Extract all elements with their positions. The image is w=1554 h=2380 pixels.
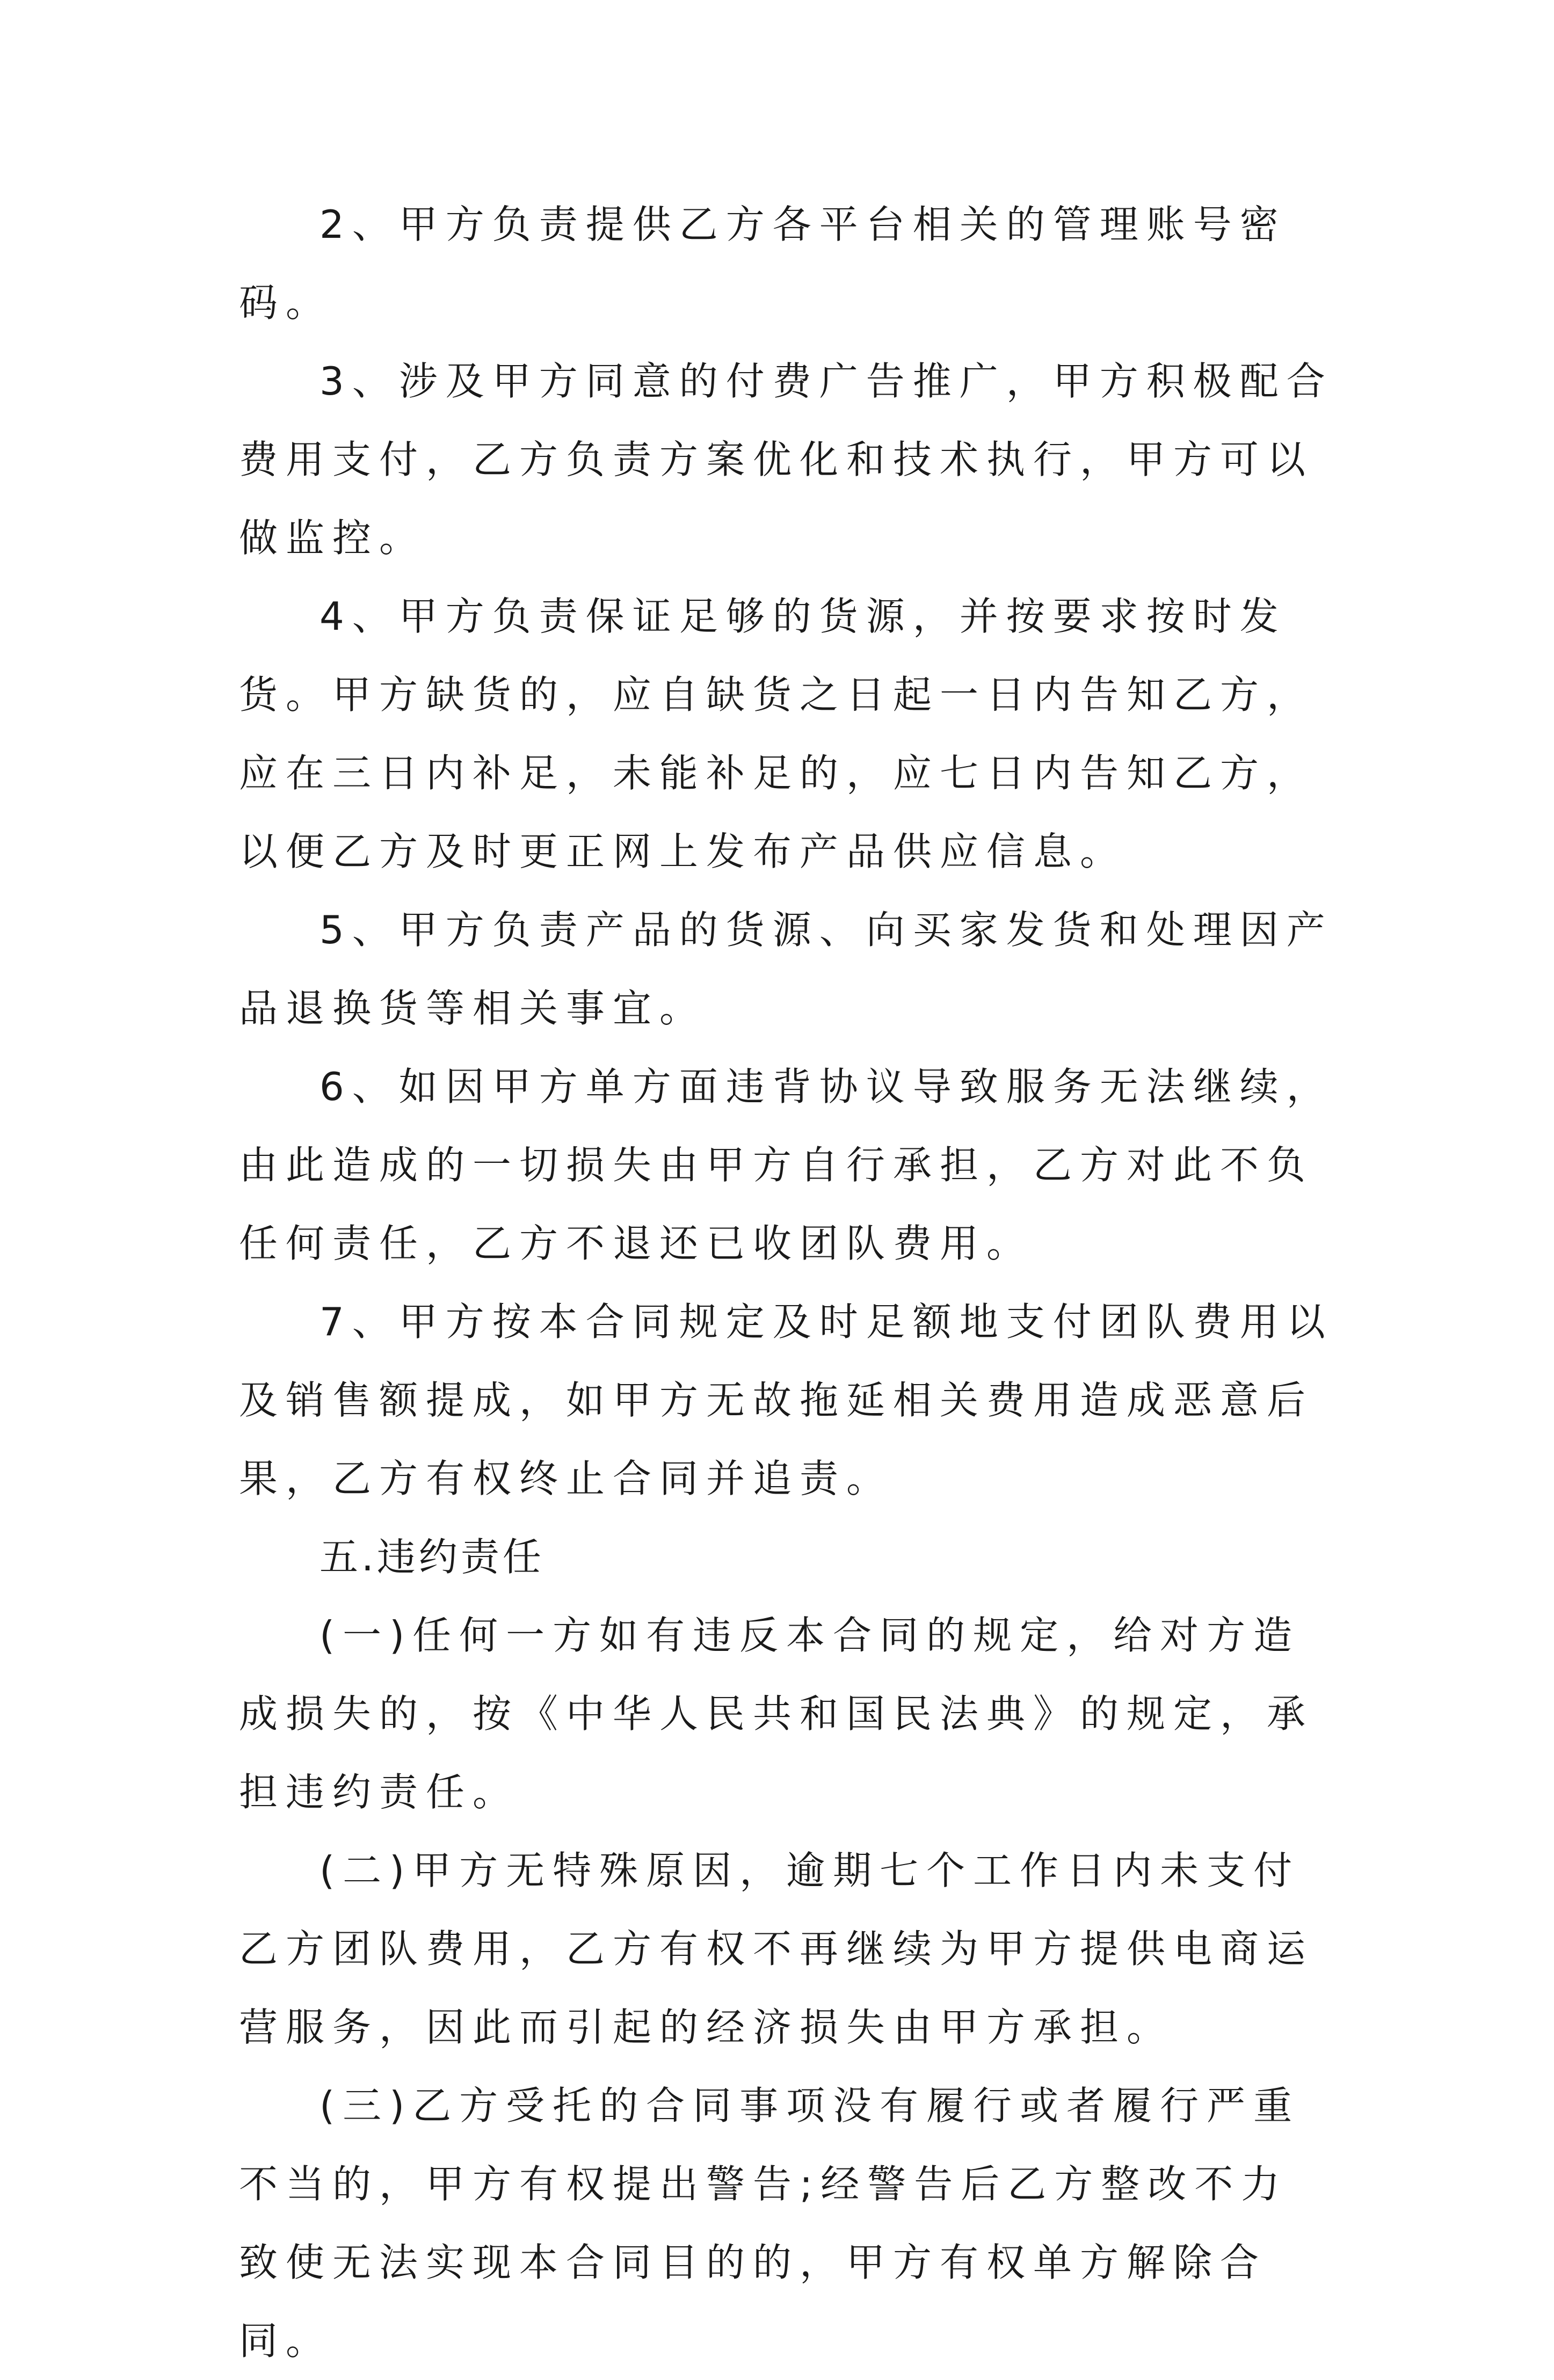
breach-clause-2: (二)甲方无特殊原因，逾期七个工作日内未支付乙方团队费用，乙方有权不再继续为甲方提供电商运营服务，因此而引起的经济损失由甲方承担。 [239, 1848, 1314, 2050]
clause-2: 2、甲方负责提供乙方各平台相关的管理账号密码。 [239, 202, 1287, 325]
breach-clause-3: (三)乙方受托的合同事项没有履行或者履行严重不当的，甲方有权提出警告;经警告后乙方整改不力致使无法实现本合同目的的，甲方有权单方解除合同。 [239, 2083, 1301, 2363]
clause-4: 4、甲方负责保证足够的货源，并按要求按时发货。甲方缺货的，应自缺货之日起一日内告知乙方，应在三日内补足，未能补足的，应七日内告知乙方，以便乙方及时更正网上发布产品供应信息。 [239, 594, 1314, 874]
clause-6: 6、如因甲方单方面违背协议导致服务无法继续，由此造成的一切损失由甲方自行承担，乙方对此不负任何责任，乙方不退还已收团队费用。 [239, 1064, 1333, 1266]
clause-3: 3、涉及甲方同意的付费广告推广，甲方积极配合费用支付，乙方负责方案优化和技术执行，甲方可以做监控。 [239, 359, 1333, 561]
clause-7: 7、甲方按本合同规定及时足额地支付团队费用以及销售额提成，如甲方无故拖延相关费用造成恶意后果，乙方有权终止合同并追责。 [239, 1299, 1333, 1501]
clause-5: 5、甲方负责产品的货源、向买家发货和处理因产品退换货等相关事宜。 [239, 907, 1333, 1031]
document-body [239, 185, 1334, 2380]
breach-clause-1: (一)任何一方如有违反本合同的规定，给对方造成损失的，按《中华人民共和国民法典》的规定，承担违约责任。 [239, 1613, 1314, 1815]
section-heading-breach-liability: 五.违约责任 [319, 1534, 544, 1580]
